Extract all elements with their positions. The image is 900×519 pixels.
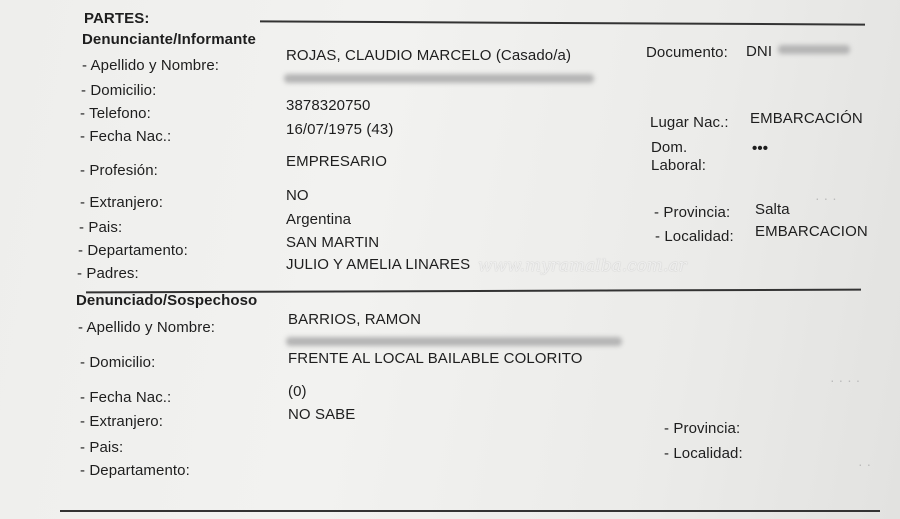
province-value: Salta	[755, 201, 790, 218]
complainant-phone-value: 3878320750	[286, 97, 371, 114]
complainant-birth-value: 16/07/1975 (43)	[286, 121, 394, 138]
birthplace-label: Lugar Nac.:	[650, 114, 729, 131]
complainant-country-value: Argentina	[286, 211, 352, 228]
birthplace-value: EMBARCACIÓN	[750, 110, 863, 127]
province-label: - Provincia:	[654, 204, 731, 221]
accused-department-label: - Departamento:	[80, 462, 190, 479]
complainant-department-label: - Departamento:	[78, 242, 188, 259]
accused-name-value: BARRIOS, RAMON	[288, 311, 422, 328]
redacted-document-number	[778, 45, 850, 54]
accused-foreign-value: NO SABE	[288, 406, 356, 423]
complainant-name-label: - Apellido y Nombre:	[82, 57, 220, 74]
accused-heading: Denunciado/Sospechoso	[76, 292, 258, 309]
complainant-heading: Denunciante/Informante	[82, 31, 256, 48]
document-type: DNI	[746, 43, 773, 60]
accused-birth-label: - Fecha Nac.:	[80, 389, 172, 406]
redacted-accused-address	[286, 337, 622, 346]
complainant-foreign-label: - Extranjero:	[80, 194, 163, 211]
accused-locality-label: - Localidad:	[664, 445, 743, 462]
locality-label: - Localidad:	[655, 228, 734, 245]
accused-province-label: - Provincia:	[664, 420, 741, 437]
section-title: PARTES:	[84, 10, 150, 27]
complainant-name-value: ROJAS, CLAUDIO MARCELO (Casado/a)	[286, 47, 572, 64]
faint-mark: · ·	[858, 456, 872, 472]
accused-birth-value: (0)	[288, 383, 307, 400]
watermark: www.myramalba.com.ar	[478, 256, 687, 276]
work-address-label-1: Dom.	[651, 139, 688, 156]
accused-address-label: - Domicilio:	[80, 354, 156, 371]
accused-country-label: - Pais:	[80, 439, 124, 456]
document-label: Documento:	[646, 44, 728, 61]
faint-mark: · · ·	[815, 190, 837, 206]
work-address-value: •••	[752, 140, 769, 157]
accused-foreign-label: - Extranjero:	[80, 413, 163, 430]
complainant-profession-value: EMPRESARIO	[286, 153, 388, 170]
redacted-address	[284, 74, 594, 83]
complainant-profession-label: - Profesión:	[80, 162, 158, 179]
bottom-divider	[60, 510, 880, 512]
complainant-birth-label: - Fecha Nac.:	[80, 128, 172, 145]
accused-name-label: - Apellido y Nombre:	[78, 319, 216, 336]
faint-mark: · · · ·	[830, 372, 861, 388]
complainant-address-label: - Domicilio:	[81, 82, 157, 99]
locality-value: EMBARCACION	[755, 223, 868, 240]
complainant-parents-value: JULIO Y AMELIA LINARES	[286, 256, 471, 273]
top-divider	[260, 20, 865, 25]
complainant-country-label: - Pais:	[79, 219, 123, 236]
complainant-parents-label: - Padres:	[77, 265, 139, 282]
complainant-foreign-value: NO	[286, 187, 309, 204]
complainant-phone-label: - Telefono:	[80, 105, 151, 122]
complainant-department-value: SAN MARTIN	[286, 234, 380, 251]
work-address-label-2: Laboral:	[651, 157, 707, 174]
accused-address-value: FRENTE AL LOCAL BAILABLE COLORITO	[288, 350, 583, 367]
